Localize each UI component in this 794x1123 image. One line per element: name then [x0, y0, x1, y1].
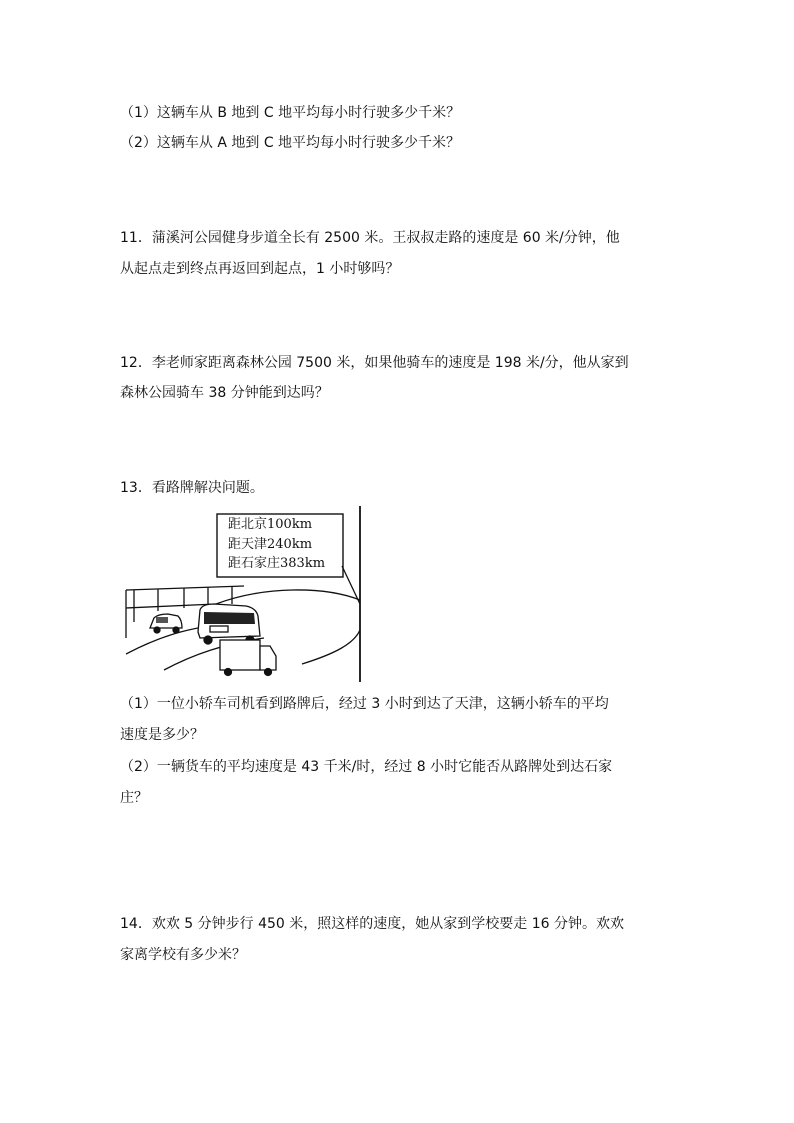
q11-line1: 11．蒲溪河公园健身步道全长有 2500 米。王叔叔走路的速度是 60 米/分钟，他	[120, 230, 620, 246]
q13-sub1-line1: （1）一位小轿车司机看到路牌后，经过 3 小时到达了天津，这辆小轿车的平均	[120, 696, 609, 712]
q13-sub2-line1: （2）一辆货车的平均速度是 43 千米/时，经过 8 小时它能否从路牌处到达石家	[120, 759, 613, 775]
q12-line2: 森林公园骑车 38 分钟能到达吗？	[120, 385, 329, 401]
q12-line1: 12．李老师家距离森林公园 7500 米，如果他骑车的速度是 198 米/分，他从家到	[120, 355, 629, 371]
q13-title: 13．看路牌解决问题。	[120, 480, 264, 496]
q14-line2: 家离学校有多少米？	[120, 947, 246, 963]
q14-line1: 14．欢欢 5 分钟步行 450 米，照这样的速度，她从家到学校要走 16 分钟。欢欢	[120, 916, 624, 932]
q13-sub1-line2: 速度是多少？	[120, 727, 204, 743]
q10-sub1: （1）这辆车从 B 地到 C 地平均每小时行驶多少千米？	[120, 105, 461, 121]
sign-line-tianjin: 距天津240km	[228, 537, 313, 552]
q13-sub2-line2: 庄？	[120, 790, 148, 806]
sign-line-beijing: 距北京100km	[228, 517, 313, 532]
sign-line-shijiazhuang: 距石家庄383km	[228, 556, 326, 571]
q10-sub2: （2）这辆车从 A 地到 C 地平均每小时行驶多少千米？	[120, 135, 461, 151]
q11-line2: 从起点走到终点再返回到起点，1 小时够吗？	[120, 261, 400, 277]
